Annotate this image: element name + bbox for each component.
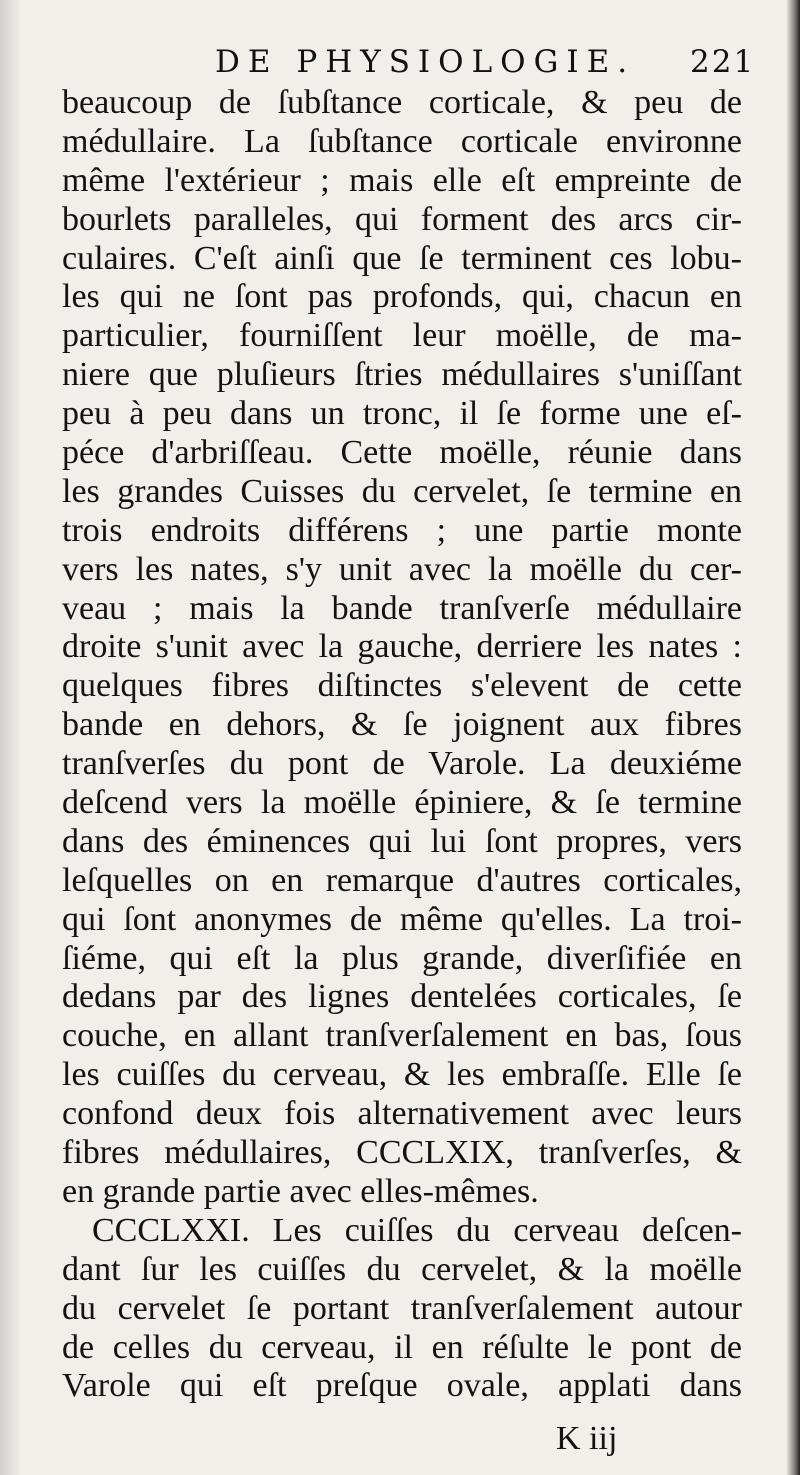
text-line: CCCLXXI. Les cuiſſes du cerveau deſcen- xyxy=(92,1211,742,1249)
text-line: confond deux fois alternativement avec leurs xyxy=(62,1095,742,1133)
text-line: fibres médullaires, CCCLXIX, tranſverſes, & xyxy=(62,1134,742,1172)
text-line: du cervelet ſe portant tranſverſalement autour xyxy=(62,1289,742,1327)
text-line: couche, en allant tranſverſalement en bas, ſous xyxy=(62,1017,742,1055)
text-line: leſquelles on en remarque d'autres corticales, xyxy=(62,861,742,899)
text-line: vers les nates, s'y unit avec la moëlle du cer- xyxy=(62,550,742,588)
text-line: quelques fibres diſtinctes s'elevent de cette xyxy=(62,667,742,705)
text-line: beaucoup de ſubſtance corticale, & peu de xyxy=(62,84,742,121)
text-line: dant ſur les cuiſſes du cervelet, & la moëlle xyxy=(62,1250,742,1288)
text-line: veau ; mais la bande tranſverſe médullaire xyxy=(62,589,742,627)
text-line: ſiéme, qui eſt la plus grande, diverſifiée en xyxy=(62,939,742,977)
text-line: Varole qui eſt preſque ovale, applati dans xyxy=(62,1367,742,1405)
text-line: même l'extérieur ; mais elle eſt empreinte de xyxy=(62,161,742,199)
text-line: péce d'arbriſſeau. Cette moëlle, réunie dans xyxy=(62,434,742,472)
text-line: dans des éminences qui lui ſont propres, vers xyxy=(62,822,742,860)
text-line: qui ſont anonymes de même qu'elles. La troi- xyxy=(62,900,742,938)
text-line: les qui ne ſont pas profonds, qui, chacun en xyxy=(62,278,742,316)
body-text xyxy=(62,84,742,1406)
text-line: culaires. C'eſt ainſi que ſe terminent ces lobu- xyxy=(62,239,742,277)
text-line: dedans par des lignes dentelées corticales, ſe xyxy=(62,978,742,1016)
text-line: tranſverſes du pont de Varole. La deuxiéme xyxy=(62,745,742,783)
text-line: les grandes Cuisses du cervelet, ſe termine en xyxy=(62,472,742,510)
running-head: DE PHYSIOLOGIE. xyxy=(215,44,636,80)
text-line: en grande partie avec elles-mêmes. xyxy=(62,1172,539,1210)
text-line: de celles du cerveau, il en réſulte le pont de xyxy=(62,1328,742,1366)
text-line: les cuiſſes du cerveau, & les embraſſe. Elle ſe xyxy=(62,1056,742,1094)
page-gutter-shading xyxy=(0,0,22,1475)
signature-mark: K iij xyxy=(556,1420,618,1457)
text-line: particulier, fourniſſent leur moëlle, de ma- xyxy=(62,317,742,355)
text-line: bourlets paralleles, qui forment des arcs cir- xyxy=(62,200,742,238)
page-edge-shadow xyxy=(786,0,800,1475)
text-line: droite s'unit avec la gauche, derriere les nates : xyxy=(62,628,742,666)
text-line: niere que pluſieurs ſtries médullaires s'uniſſant xyxy=(62,356,742,394)
text-line: trois endroits différens ; une partie monte xyxy=(62,511,742,549)
text-line: bande en dehors, & ſe joignent aux fibres xyxy=(62,706,742,744)
text-line: deſcend vers la moëlle épiniere, & ſe termine xyxy=(62,784,742,822)
page-number: 221 xyxy=(690,44,756,80)
text-line: médullaire. La ſubſtance corticale environne xyxy=(62,122,742,160)
page-header xyxy=(0,44,800,88)
text-line: peu à peu dans un tronc, il ſe forme une eſ- xyxy=(62,395,742,433)
